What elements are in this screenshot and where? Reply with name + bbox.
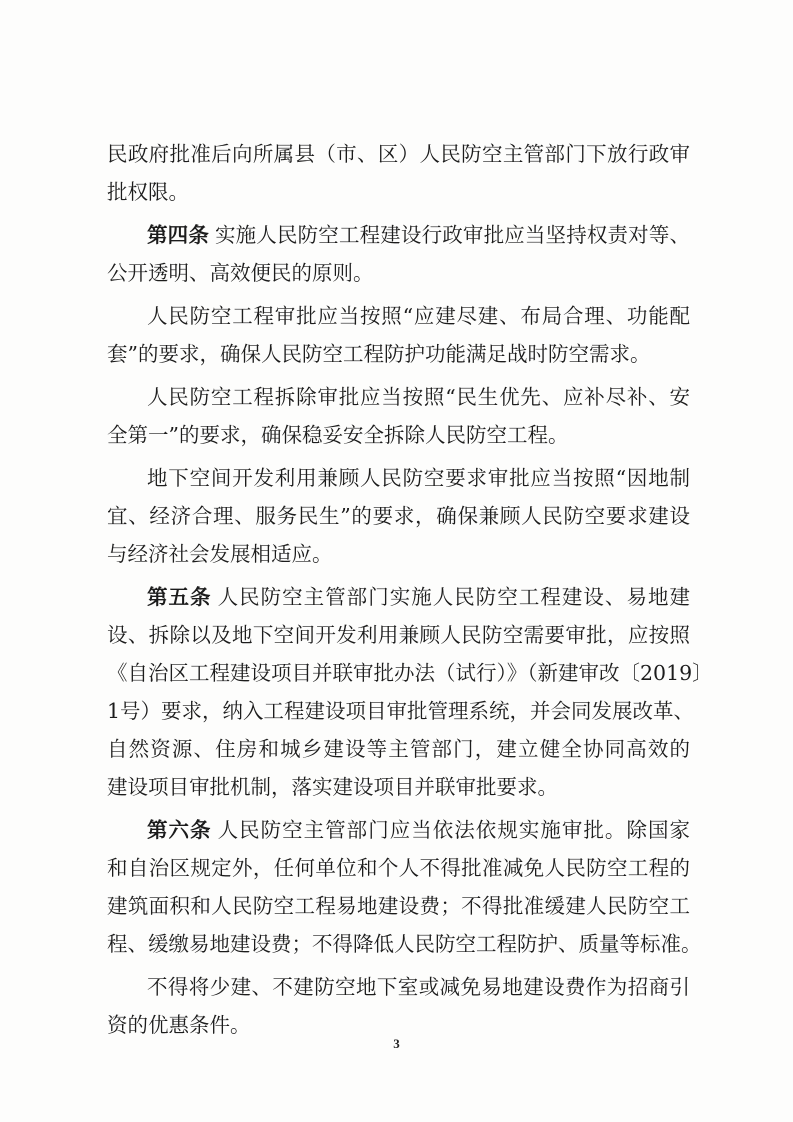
paragraph-line: 全第一”的要求，确保稳妥安全拆除人民防空工程。 (107, 423, 569, 447)
paragraph-line: 建设项目审批机制，落实建设项目并联审批要求。 (107, 775, 558, 799)
paragraph-line: 资的优惠条件。 (107, 1013, 251, 1037)
article-label: 第四条 (147, 223, 209, 247)
article-text: 人民防空主管部门实施人民防空工程建设、易地建 (217, 585, 690, 609)
article-6-first-line (147, 815, 690, 845)
paragraph-line: 《自治区工程建设项目并联审批办法（试行）》（新建审改〔2019〕 (107, 661, 713, 685)
article-label: 第六条 (147, 818, 212, 842)
paragraph-line: 1号）要求，纳入工程建设项目审批管理系统，并会同发展改革、 (107, 699, 695, 723)
article-text: 实施人民防空工程建设行政审批应当坚持权责对等、 (214, 223, 691, 247)
article-4-first-line (147, 220, 690, 250)
paragraph-line: 人民防空工程拆除审批应当按照“民生优先、应补尽补、安 (147, 385, 690, 409)
paragraph-line: 建筑面积和人民防空工程易地建设费；不得批准缓建人民防空工 (107, 894, 690, 918)
paragraph-line: 人民防空工程审批应当按照“应建尽建、布局合理、功能配 (147, 304, 690, 328)
paragraph-line: 地下空间开发利用兼顾人民防空要求审批应当按照“因地制 (147, 466, 690, 490)
paragraph-line: 设、拆除以及地下空间开发利用兼顾人民防空需要审批，应按照 (107, 623, 690, 647)
paragraph-line: 宜、经济合理、服务民生”的要求，确保兼顾人民防空要求建设 (107, 504, 690, 528)
paragraph-line: 和自治区规定外，任何单位和个人不得批准减免人民防空工程的 (107, 856, 690, 880)
paragraph-line: 不得将少建、不建防空地下室或减免易地建设费作为招商引 (147, 975, 690, 999)
article-label: 第五条 (147, 585, 212, 609)
article-5-first-line (147, 582, 690, 612)
paragraph-line: 批权限。 (107, 180, 189, 204)
paragraph-line: 自然资源、住房和城乡建设等主管部门，建立健全协同高效的 (107, 737, 690, 761)
paragraph-line: 套”的要求，确保人民防空工程防护功能满足战时防空需求。 (107, 342, 651, 366)
page-number: 3 (393, 1036, 400, 1051)
paragraph-line: 公开透明、高效便民的原则。 (107, 261, 374, 285)
article-text: 人民防空主管部门应当依法依规实施审批。除国家 (217, 818, 690, 842)
paragraph-line: 程、缓缴易地建设费；不得降低人民防空工程防护、质量等标准。 (107, 932, 702, 956)
paragraph-line: 民政府批准后向所属县（市、区）人民防空主管部门下放行政审 (107, 142, 690, 166)
paragraph-line: 与经济社会发展相适应。 (107, 542, 333, 566)
